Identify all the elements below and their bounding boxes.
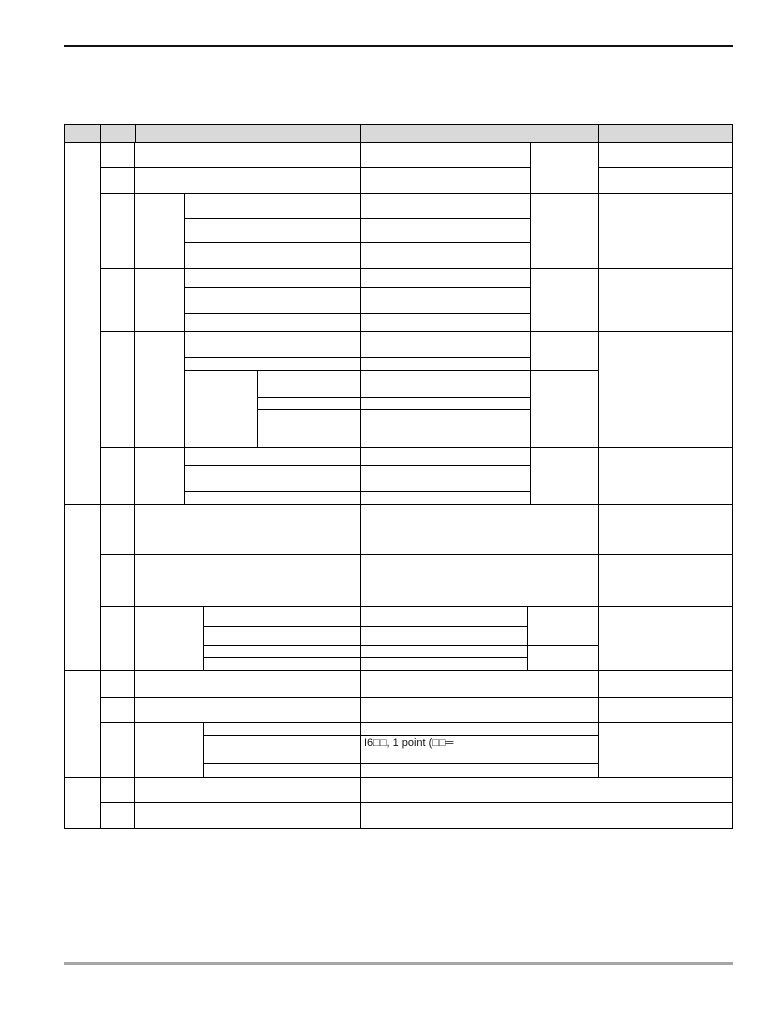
table-cell-i6-point-note: I6□□, 1 point (□□═ [364,737,454,749]
table-grid-lines [64,124,733,828]
table-header-row [64,124,733,142]
footer-rule [64,962,733,965]
